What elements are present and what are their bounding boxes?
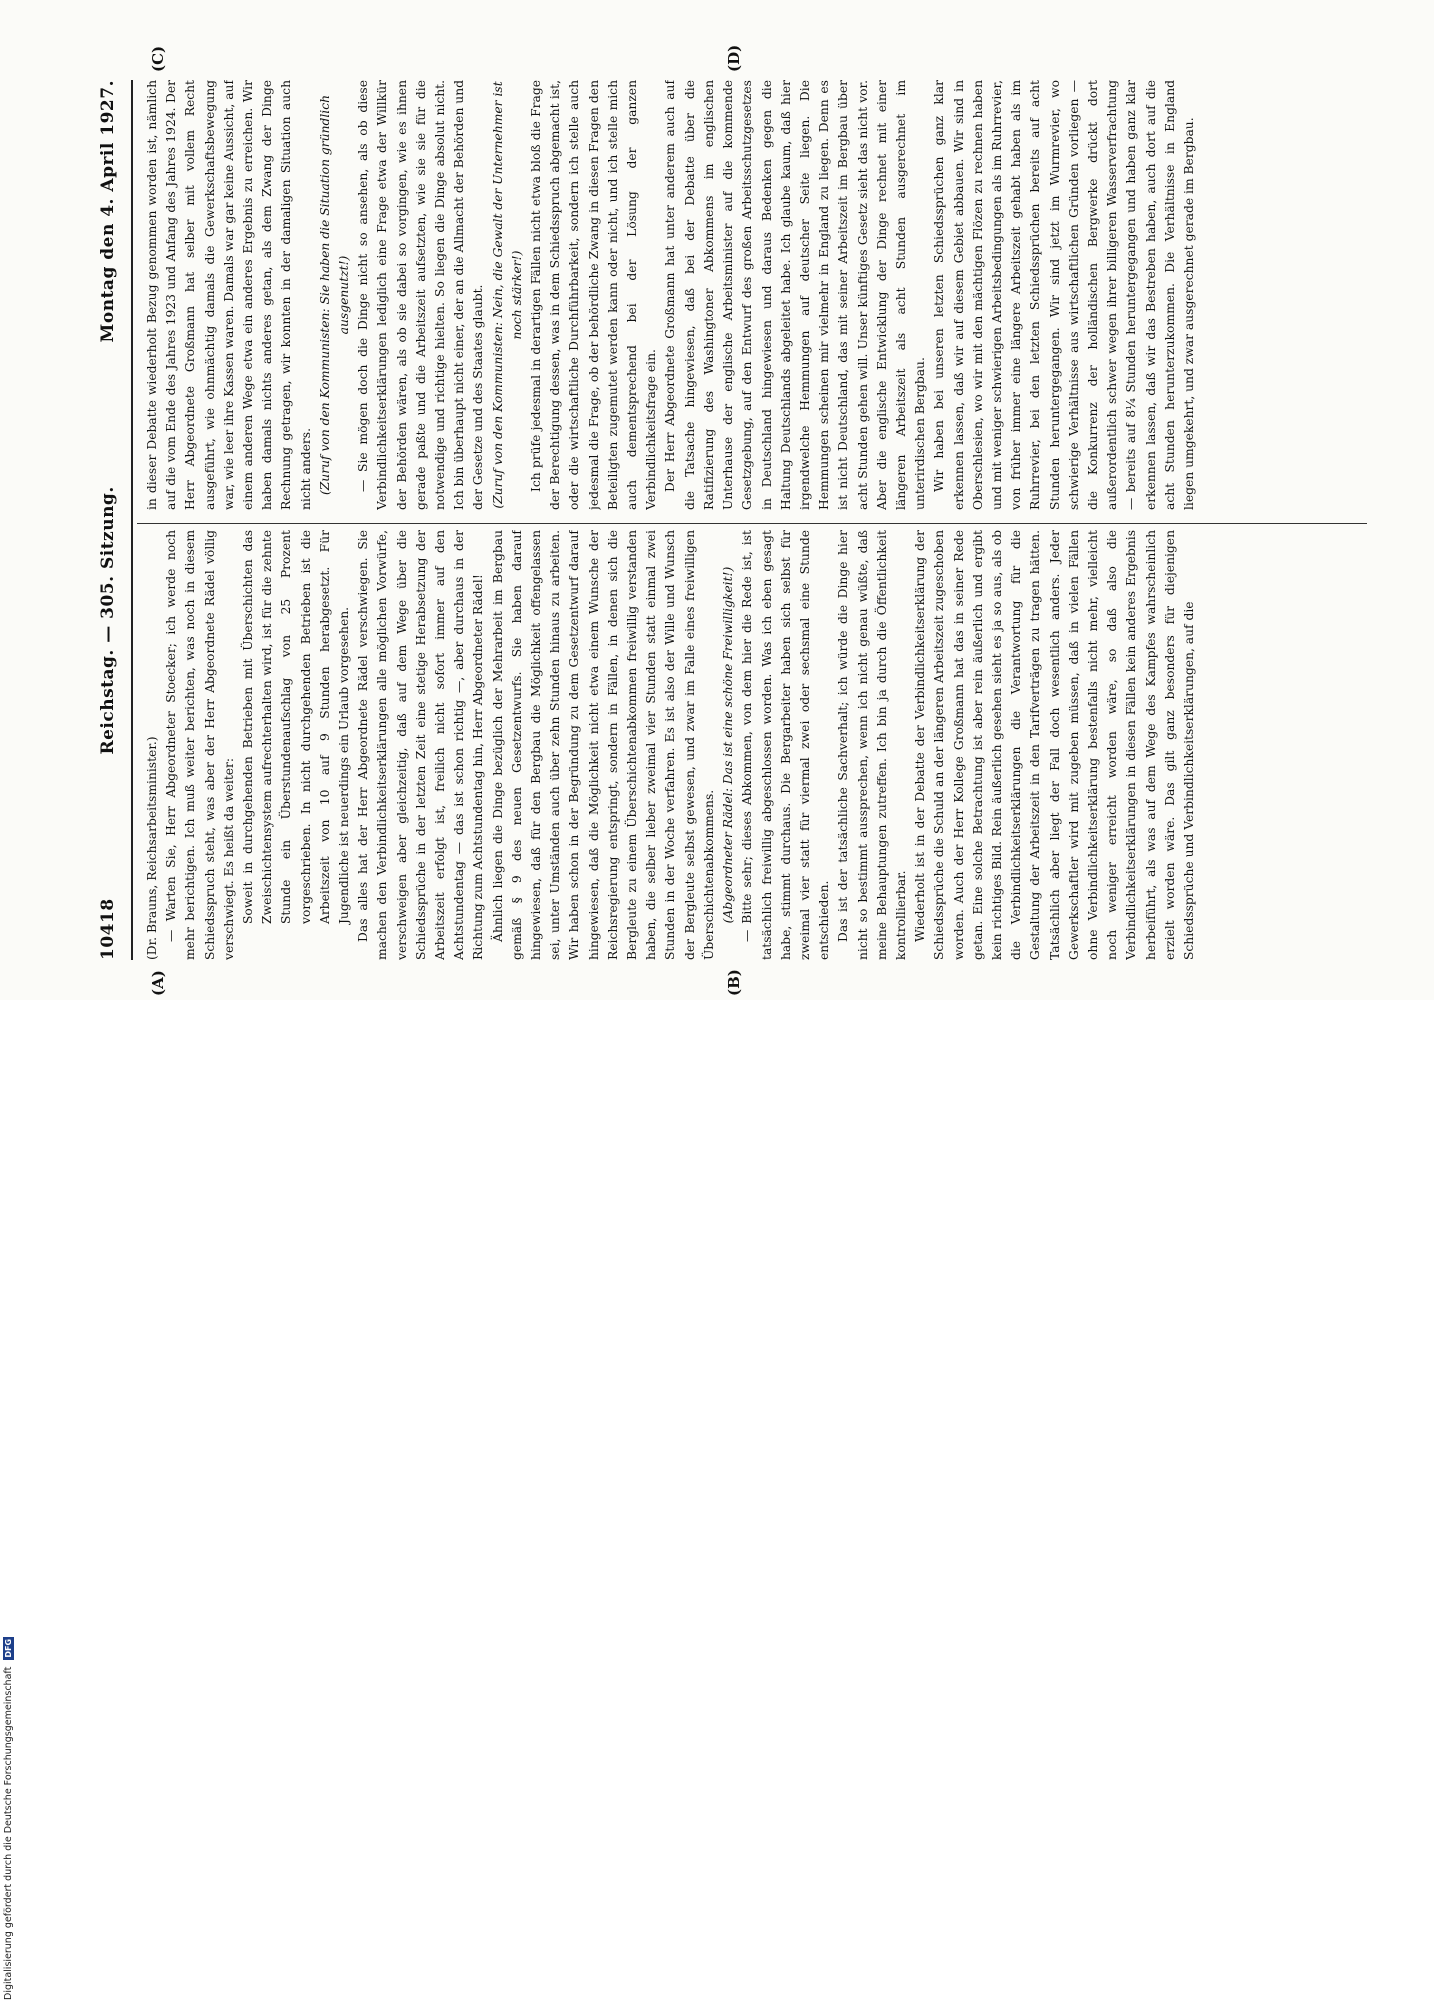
credit-text: Digitalisierung gefördert durch die Deutsche Forschungsgemeinschaft [3,1666,14,2000]
column-divider [137,523,1367,524]
header-date: Montag den 4. April 1927. [98,80,118,343]
header-title: Reichstag. — 305. Sitzung. [98,486,118,755]
paragraph: — Warten Sie, Herr Abgeordneter Stoecker; ich werde noch mehr berichtigen. Ich muß weiter berichten, was noch in diesem Schiedsspruch steht, was aber der Herr Abgeordnete Rädel völlig verschwiegt. Es heißt da weiter: [164,530,236,960]
paragraph: Soweit in durchgehenden Betrieben mit Überschichten das Zweischichtensystem aufrechterhalten wird, ist für die zehnte Stunde ein Überstundenaufschlag von 25 Prozent vorgeschrieben. In nicht durchgehenden Betrieben ist die Arbeitszeit von 10 auf 9 Stunden herabgesetzt. Für Jugendliche ist neuerdings ein Urlaub vorgesehen. [241,530,352,924]
paragraph: — Bitte sehr; dieses Abkommen, von dem hier die Rede ist, ist tatsächlich freiwillig abgeschlossen worden. Was ich eben gesagt habe, stimmt durchaus. Die Bergarbeiter haben sich selbst für zweimal vier statt für viermal zwei oder sechsmal eine Stunde entschieden. [740,530,832,960]
margin-letter-b: (B) [725,969,743,996]
paragraph: Ähnlich liegen die Dinge bezüglich der Mehrarbeit im Bergbau gemäß § 9 des neuen Gesetzentwurfs. Sie haben darauf hingewiesen, daß für den Bergbau die Möglichkeit offengelassen sei, unter Umständen auch über zehn Stunden hinaus zu arbeiten. Wir haben schon in der Begründung zu dem Gesetzentwurf darauf hingewiesen, daß die Möglichkeit nicht etwa einem Wunsche der Reichsregierung entspringt, sondern in Fällen, in denen sich die Bergleute zu einem Überschichtenabkommen freiwillig verstanden haben, die selber lieber zweimal vier Stunden statt einmal zwei Stunden in der Woche verfahren. Es ist also der Wille und Wunsch der Bergleute selbst gewesen, und zwar im Falle eines freiwilligen Überschichtenabkommens. [490,530,716,960]
paragraph: Das ist der tatsächliche Sachverhalt; ich würde die Dinge hier nicht so bestimmt aussprechen, wenn ich nicht genau wüßte, daß meine Behauptungen zutreffen. Ich bin ja durch die Öffentlichkeit kontrollierbar. [836,530,908,960]
dfg-logo: DFG [4,1638,13,1658]
margin-letter-d: (D) [725,44,743,72]
text-column-left [143,530,1373,960]
margin-letter-a: (A) [149,970,167,996]
text-column-right [143,80,1373,510]
paragraph: in dieser Debatte wiederholt Bezug genommen worden ist, nämlich auf die vom Ende des Jahres 1923 und Anfang des Jahres 1924. Der Herr Abgeordnete Großmann hat selber mit vollem Recht ausgeführt, wie ohnmächtig damals die Gewerkschaftsbewegung war, wie leer ihre Kassen waren. Damals war gar keine Aussicht, auf einem anderen Wege etwa ein anderes Ergebnis zu erreichen. Wir haben damals nichts anderes getan, als dem Zwang der Dinge Rechnung getragen, wir konnten in der damaligen Situation auch nicht anders. [145,80,313,510]
interjection: (Abgeordneter Rädel: Das ist eine schöne Freiwilligkeit!) [721,566,736,924]
rotated-page-content [85,20,1385,1000]
paragraph: Wiederholt ist in der Debatte der Verbindlichkeitserklärung der Schiedssprüche die Schuld an der längeren Arbeitszeit zugeschoben worden. Auch der Herr Kollege Großmann hat das in seiner Rede getan. Eine solche Betrachtung ist aber rein äußerlich und ergibt kein richtiges Bild. Rein äußerlich gesehen sieht es ja so aus, als ob die Verbindlichkeitserklärungen die Verantwortung für die Gestaltung der Arbeitszeit in den Tarifverträgen zu tragen hätten. Tatsächlich aber liegt der Fall doch wesentlich anders. Jeder Gewerkschaftler wird mit zugeben müssen, daß in vielen Fällen ohne Verbindlichkeitserklärung bestenfalls nicht mehr, vielleicht noch weniger erreicht worden wäre, so daß also die Verbindlichkeitserklärungen in diesen Fällen kein anderes Ergebnis herbeiführt, als was auf dem Wege des Kampfes wahrscheinlich erzielt worden wäre. Das gilt ganz besonders für diejenigen Schiedssprüche und Verbindlichkeitserklärungen, auf die [913,530,1196,960]
paragraph: Wir haben bei unseren letzten Schiedssprüchen ganz klar erkennen lassen, daß wir auf diesem Gebiet abbauen. Wir sind in Oberschlesien, wo wir mit den mächtigen Flözen zu rechnen haben und mit weniger schwierigen Arbeitsbedingungen als im Ruhrrevier, von früher immer eine längere Arbeitszeit gehabt haben als im Ruhrrevier, bei den letzten Schiedssprüchen bereits auf acht Stunden heruntergegangen. Wir sind jetzt im Wurmrevier, wo schwierige Verhältnisse aus wirtschaftlichen Gründen vorliegen — die Konkurrenz der holländischen Bergwerke drückt dort außerordentlich schwer wegen ihrer billigeren Wasserverfrachtung — bereits auf 8¼ Stunden heruntergegangen und haben ganz klar erkennen lassen, daß wir das Bestreben haben, auch dort auf die acht Stunden herunterzukommen. Die Verhältnisse in England liegen umgekehrt, und zwar ausgerechnet gerade im Bergbau. [932,80,1196,510]
paragraph: Ich prüfe jedesmal in derartigen Fällen nicht etwa bloß die Frage der Berechtigung dessen, was in dem Schiedsspruch abgemacht ist, oder die wirtschaftliche Durchführbarkeit, sondern ich stelle auch jedesmal die Frage, ob der behördliche Zwang in diesen Fragen den Beteiligten zugemutet werden kann oder nicht, und ich stelle mich auch dementsprechend bei der Lösung der ganzen Verbindlichkeitsfrage ein. [529,80,659,510]
page-header [85,80,133,960]
page-number: 10418 [98,898,118,960]
interjection: (Zuruf von den Kommunisten: Nein, die Gewalt der Unternehmer ist noch stärker!) [490,81,524,509]
paragraph: Der Herr Abgeordnete Großmann hat unter anderem auch auf die Tatsache hingewiesen, daß bei der Debatte über die Ratifizierung des Washingtoner Abkommens im englischen Unterhause der englische Arbeitsminister auf die kommende Gesetzgebung, auf den Entwurf des großen Arbeitsschutzgesetzes in Deutschland hingewiesen und daraus Bedenken gegen die Haltung Deutschlands abgeleitet habe. Ich glaube kaum, daß hier irgendwelche Hemmungen auf deutscher Seite liegen. Die Hemmungen scheinen mir vielmehr in England zu liegen. Denn es ist nicht Deutschland, das mit seiner Arbeitszeit im Bergbau über acht Stunden gehen will. Unser künftiges Gesetz sieht das nicht vor. Aber die englische Entwicklung der Dinge rechnet mit einer längeren Arbeitszeit als acht Stunden ausgerechnet im unterirdischen Bergbau. [663,80,928,510]
paragraph: (Dr. Brauns, Reichsarbeitsminister.) [145,736,159,960]
interjection: (Zuruf von den Kommunisten: Sie haben die Situation gründlich ausgenutzt!) [317,94,352,496]
margin-letter-c: (C) [149,45,167,72]
paragraph: — Sie mögen doch die Dinge nicht so ansehen, als ob diese Verbindlichkeitserklärungen lediglich eine Frage etwa der Willkür der Behörden wären, als ob sie dabei so vorgingen, wie es ihnen gerade paßte und die Arbeitszeit aufsetzten, wie sie sie für die notwendige und richtige hielten. So liegen die Dinge absolut nicht. Ich bin überhaupt nicht einer, der an die Allmacht der Behörden und der Gesetze und des Staates glaubt. [356,80,486,510]
paragraph: Das alles hat der Herr Abgeordnete Rädel verschwiegen. Sie machen den Verbindlichkeitserklärungen alle möglichen Vorwürfe, verschweigen aber gleichzeitig, daß auf dem Wege über die Schiedssprüche in der letzten Zeit eine stetige Herabsetzung der Arbeitszeit erfolgt ist, freilich nicht sofort immer auf den Achtstundentag — das ist schon richtig —, aber durchaus in der Richtung zum Achtstundentag hin, Herr Abgeordneter Rädel! [356,530,486,960]
